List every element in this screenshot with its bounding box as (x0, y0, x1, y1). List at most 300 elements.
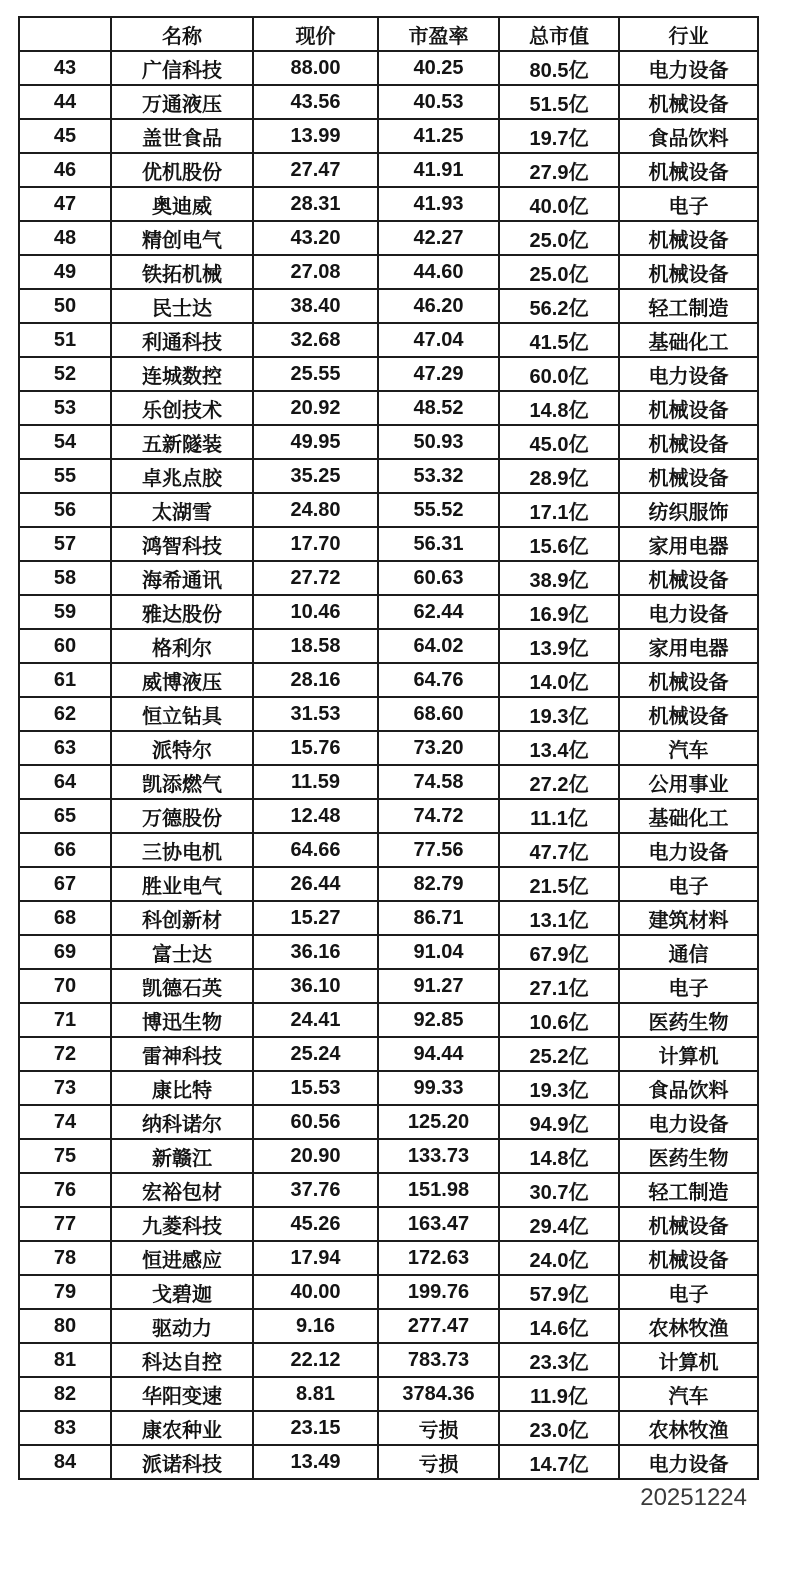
rank-cell: 70 (19, 969, 111, 1003)
pe-cell: 277.47 (378, 1309, 499, 1343)
rank-cell: 81 (19, 1343, 111, 1377)
industry-cell: 家用电器 (619, 629, 758, 663)
cap-cell: 13.9亿 (499, 629, 619, 663)
rank-cell: 69 (19, 935, 111, 969)
industry-cell: 电力设备 (619, 595, 758, 629)
pe-cell: 41.25 (378, 119, 499, 153)
table-row (19, 697, 758, 731)
cap-cell: 94.9亿 (499, 1105, 619, 1139)
footer-date: 20251224 (640, 1484, 747, 1511)
cap-cell: 67.9亿 (499, 935, 619, 969)
rank-cell: 63 (19, 731, 111, 765)
cap-cell: 25.2亿 (499, 1037, 619, 1071)
industry-cell: 医药生物 (619, 1003, 758, 1037)
price-cell: 17.94 (253, 1241, 378, 1275)
table-row (19, 731, 758, 765)
cap-cell: 47.7亿 (499, 833, 619, 867)
name-cell: 恒立钻具 (111, 697, 253, 731)
price-cell: 27.47 (253, 153, 378, 187)
name-cell: 威博液压 (111, 663, 253, 697)
industry-cell: 食品饮料 (619, 119, 758, 153)
price-cell: 43.20 (253, 221, 378, 255)
cap-cell: 11.9亿 (499, 1377, 619, 1411)
table-row (19, 1241, 758, 1275)
rank-header (19, 17, 111, 51)
cap-cell: 14.0亿 (499, 663, 619, 697)
table-row (19, 51, 758, 85)
cap-cell: 56.2亿 (499, 289, 619, 323)
industry-cell: 食品饮料 (619, 1071, 758, 1105)
pe-cell: 55.52 (378, 493, 499, 527)
industry-cell: 电力设备 (619, 357, 758, 391)
table-row (19, 1411, 758, 1445)
table-row (19, 1037, 758, 1071)
table-row (19, 833, 758, 867)
industry-cell: 电力设备 (619, 833, 758, 867)
cap-cell: 23.0亿 (499, 1411, 619, 1445)
rank-cell: 79 (19, 1275, 111, 1309)
industry-cell: 电子 (619, 1275, 758, 1309)
stock-table (18, 16, 759, 1480)
industry-cell: 汽车 (619, 1377, 758, 1411)
industry-cell: 机械设备 (619, 391, 758, 425)
rank-cell: 80 (19, 1309, 111, 1343)
cap-cell: 17.1亿 (499, 493, 619, 527)
name-cell: 万通液压 (111, 85, 253, 119)
table-row (19, 425, 758, 459)
price-cell: 24.41 (253, 1003, 378, 1037)
industry-cell: 机械设备 (619, 85, 758, 119)
industry-cell: 建筑材料 (619, 901, 758, 935)
price-cell: 18.58 (253, 629, 378, 663)
table-row (19, 289, 758, 323)
cap-cell: 27.2亿 (499, 765, 619, 799)
name-cell: 派诺科技 (111, 1445, 253, 1479)
rank-cell: 68 (19, 901, 111, 935)
cap-cell: 14.8亿 (499, 1139, 619, 1173)
price-cell: 25.24 (253, 1037, 378, 1071)
name-cell: 格利尔 (111, 629, 253, 663)
rank-cell: 84 (19, 1445, 111, 1479)
rank-cell: 47 (19, 187, 111, 221)
name-cell: 华阳变速 (111, 1377, 253, 1411)
price-cell: 28.31 (253, 187, 378, 221)
price-cell: 25.55 (253, 357, 378, 391)
pe-cell: 40.53 (378, 85, 499, 119)
industry-cell: 公用事业 (619, 765, 758, 799)
name-cell: 富士达 (111, 935, 253, 969)
name-cell: 驱动力 (111, 1309, 253, 1343)
price-cell: 12.48 (253, 799, 378, 833)
table-row (19, 969, 758, 1003)
rank-cell: 58 (19, 561, 111, 595)
rank-cell: 52 (19, 357, 111, 391)
rank-cell: 62 (19, 697, 111, 731)
pe-cell: 53.32 (378, 459, 499, 493)
pe-cell: 48.52 (378, 391, 499, 425)
price-cell: 8.81 (253, 1377, 378, 1411)
price-cell: 49.95 (253, 425, 378, 459)
table-row (19, 1003, 758, 1037)
cap-cell: 19.7亿 (499, 119, 619, 153)
price-cell: 13.99 (253, 119, 378, 153)
industry-cell: 电力设备 (619, 51, 758, 85)
pe-cell: 125.20 (378, 1105, 499, 1139)
cap-cell: 30.7亿 (499, 1173, 619, 1207)
cap-cell: 24.0亿 (499, 1241, 619, 1275)
name-cell: 宏裕包材 (111, 1173, 253, 1207)
price-header: 现价 (253, 17, 378, 51)
name-cell: 纳科诺尔 (111, 1105, 253, 1139)
rank-cell: 77 (19, 1207, 111, 1241)
industry-cell: 电力设备 (619, 1445, 758, 1479)
industry-cell: 计算机 (619, 1343, 758, 1377)
industry-cell: 农林牧渔 (619, 1411, 758, 1445)
rank-cell: 72 (19, 1037, 111, 1071)
name-cell: 胜业电气 (111, 867, 253, 901)
pe-header: 市盈率 (378, 17, 499, 51)
rank-cell: 82 (19, 1377, 111, 1411)
cap-cell: 38.9亿 (499, 561, 619, 595)
table-row (19, 1105, 758, 1139)
pe-cell: 47.29 (378, 357, 499, 391)
rank-cell: 71 (19, 1003, 111, 1037)
price-cell: 45.26 (253, 1207, 378, 1241)
industry-cell: 轻工制造 (619, 289, 758, 323)
cap-cell: 15.6亿 (499, 527, 619, 561)
industry-cell: 基础化工 (619, 323, 758, 357)
pe-cell: 46.20 (378, 289, 499, 323)
industry-cell: 机械设备 (619, 663, 758, 697)
header-row (19, 17, 758, 51)
price-cell: 20.90 (253, 1139, 378, 1173)
industry-cell: 电力设备 (619, 1105, 758, 1139)
name-cell: 鸿智科技 (111, 527, 253, 561)
industry-cell: 机械设备 (619, 697, 758, 731)
cap-cell: 45.0亿 (499, 425, 619, 459)
industry-cell: 电子 (619, 969, 758, 1003)
pe-cell: 163.47 (378, 1207, 499, 1241)
table-row (19, 187, 758, 221)
cap-cell: 57.9亿 (499, 1275, 619, 1309)
name-cell: 博迅生物 (111, 1003, 253, 1037)
industry-cell: 通信 (619, 935, 758, 969)
price-cell: 27.08 (253, 255, 378, 289)
pe-cell: 172.63 (378, 1241, 499, 1275)
cap-cell: 16.9亿 (499, 595, 619, 629)
price-cell: 88.00 (253, 51, 378, 85)
pe-cell: 64.02 (378, 629, 499, 663)
cap-cell: 14.6亿 (499, 1309, 619, 1343)
cap-cell: 19.3亿 (499, 1071, 619, 1105)
name-cell: 科达自控 (111, 1343, 253, 1377)
table-row (19, 1173, 758, 1207)
pe-cell: 82.79 (378, 867, 499, 901)
name-cell: 万德股份 (111, 799, 253, 833)
name-cell: 戈碧迦 (111, 1275, 253, 1309)
rank-cell: 78 (19, 1241, 111, 1275)
pe-cell: 68.60 (378, 697, 499, 731)
cap-cell: 25.0亿 (499, 221, 619, 255)
price-cell: 15.76 (253, 731, 378, 765)
table-row (19, 119, 758, 153)
pe-cell: 50.93 (378, 425, 499, 459)
pe-cell: 73.20 (378, 731, 499, 765)
table-row (19, 935, 758, 969)
rank-cell: 61 (19, 663, 111, 697)
pe-cell: 91.27 (378, 969, 499, 1003)
price-cell: 35.25 (253, 459, 378, 493)
name-cell: 利通科技 (111, 323, 253, 357)
price-cell: 20.92 (253, 391, 378, 425)
price-cell: 31.53 (253, 697, 378, 731)
rank-cell: 75 (19, 1139, 111, 1173)
name-cell: 雷神科技 (111, 1037, 253, 1071)
table-row (19, 85, 758, 119)
rank-cell: 46 (19, 153, 111, 187)
name-cell: 科创新材 (111, 901, 253, 935)
name-cell: 凯添燃气 (111, 765, 253, 799)
cap-cell: 19.3亿 (499, 697, 619, 731)
price-cell: 13.49 (253, 1445, 378, 1479)
table-row (19, 527, 758, 561)
industry-cell: 农林牧渔 (619, 1309, 758, 1343)
price-cell: 60.56 (253, 1105, 378, 1139)
pe-cell: 86.71 (378, 901, 499, 935)
name-cell: 盖世食品 (111, 119, 253, 153)
table-row (19, 153, 758, 187)
table-row (19, 493, 758, 527)
table-row (19, 561, 758, 595)
rank-cell: 60 (19, 629, 111, 663)
rank-cell: 49 (19, 255, 111, 289)
price-cell: 27.72 (253, 561, 378, 595)
industry-cell: 机械设备 (619, 255, 758, 289)
industry-cell: 电子 (619, 867, 758, 901)
pe-cell: 74.58 (378, 765, 499, 799)
name-cell: 凯德石英 (111, 969, 253, 1003)
price-cell: 23.15 (253, 1411, 378, 1445)
table-row (19, 629, 758, 663)
pe-cell: 56.31 (378, 527, 499, 561)
pe-cell: 亏损 (378, 1445, 499, 1479)
name-cell: 派特尔 (111, 731, 253, 765)
pe-cell: 60.63 (378, 561, 499, 595)
rank-cell: 51 (19, 323, 111, 357)
pe-cell: 62.44 (378, 595, 499, 629)
cap-cell: 60.0亿 (499, 357, 619, 391)
name-cell: 恒进感应 (111, 1241, 253, 1275)
rank-cell: 53 (19, 391, 111, 425)
price-cell: 10.46 (253, 595, 378, 629)
industry-cell: 机械设备 (619, 221, 758, 255)
cap-cell: 40.0亿 (499, 187, 619, 221)
name-cell: 康比特 (111, 1071, 253, 1105)
table-row (19, 459, 758, 493)
cap-cell: 51.5亿 (499, 85, 619, 119)
cap-cell: 10.6亿 (499, 1003, 619, 1037)
rank-cell: 59 (19, 595, 111, 629)
name-cell: 五新隧装 (111, 425, 253, 459)
pe-cell: 40.25 (378, 51, 499, 85)
stock-table-page (0, 16, 800, 1571)
name-cell: 广信科技 (111, 51, 253, 85)
pe-cell: 199.76 (378, 1275, 499, 1309)
rank-cell: 76 (19, 1173, 111, 1207)
name-cell: 卓兆点胶 (111, 459, 253, 493)
name-cell: 海希通讯 (111, 561, 253, 595)
name-cell: 九菱科技 (111, 1207, 253, 1241)
price-cell: 11.59 (253, 765, 378, 799)
rank-cell: 43 (19, 51, 111, 85)
table-row (19, 1445, 758, 1479)
pe-cell: 64.76 (378, 663, 499, 697)
price-cell: 17.70 (253, 527, 378, 561)
name-cell: 新赣江 (111, 1139, 253, 1173)
cap-cell: 29.4亿 (499, 1207, 619, 1241)
name-cell: 三协电机 (111, 833, 253, 867)
table-row (19, 357, 758, 391)
price-cell: 28.16 (253, 663, 378, 697)
rank-cell: 64 (19, 765, 111, 799)
industry-cell: 轻工制造 (619, 1173, 758, 1207)
industry-cell: 家用电器 (619, 527, 758, 561)
price-cell: 26.44 (253, 867, 378, 901)
cap-header: 总市值 (499, 17, 619, 51)
rank-cell: 48 (19, 221, 111, 255)
rank-cell: 44 (19, 85, 111, 119)
price-cell: 15.53 (253, 1071, 378, 1105)
cap-cell: 25.0亿 (499, 255, 619, 289)
pe-cell: 151.98 (378, 1173, 499, 1207)
price-cell: 37.76 (253, 1173, 378, 1207)
pe-cell: 47.04 (378, 323, 499, 357)
rank-cell: 67 (19, 867, 111, 901)
name-cell: 奥迪威 (111, 187, 253, 221)
industry-cell: 机械设备 (619, 153, 758, 187)
cap-cell: 13.4亿 (499, 731, 619, 765)
table-row (19, 255, 758, 289)
table-row (19, 901, 758, 935)
rank-cell: 83 (19, 1411, 111, 1445)
table-row (19, 765, 758, 799)
name-cell: 铁拓机械 (111, 255, 253, 289)
cap-cell: 23.3亿 (499, 1343, 619, 1377)
industry-cell: 电子 (619, 187, 758, 221)
industry-header: 行业 (619, 17, 758, 51)
price-cell: 64.66 (253, 833, 378, 867)
rank-cell: 73 (19, 1071, 111, 1105)
price-cell: 43.56 (253, 85, 378, 119)
table-row (19, 391, 758, 425)
name-cell: 雅达股份 (111, 595, 253, 629)
table-row (19, 221, 758, 255)
cap-cell: 14.7亿 (499, 1445, 619, 1479)
pe-cell: 783.73 (378, 1343, 499, 1377)
name-cell: 优机股份 (111, 153, 253, 187)
rank-cell: 50 (19, 289, 111, 323)
table-row (19, 799, 758, 833)
name-cell: 太湖雪 (111, 493, 253, 527)
pe-cell: 41.93 (378, 187, 499, 221)
industry-cell: 基础化工 (619, 799, 758, 833)
price-cell: 15.27 (253, 901, 378, 935)
name-header: 名称 (111, 17, 253, 51)
pe-cell: 91.04 (378, 935, 499, 969)
cap-cell: 14.8亿 (499, 391, 619, 425)
table-row (19, 1139, 758, 1173)
price-cell: 36.10 (253, 969, 378, 1003)
name-cell: 精创电气 (111, 221, 253, 255)
pe-cell: 42.27 (378, 221, 499, 255)
industry-cell: 机械设备 (619, 425, 758, 459)
pe-cell: 77.56 (378, 833, 499, 867)
industry-cell: 机械设备 (619, 1207, 758, 1241)
pe-cell: 92.85 (378, 1003, 499, 1037)
cap-cell: 21.5亿 (499, 867, 619, 901)
pe-cell: 74.72 (378, 799, 499, 833)
rank-cell: 57 (19, 527, 111, 561)
table-row (19, 1377, 758, 1411)
price-cell: 38.40 (253, 289, 378, 323)
name-cell: 民士达 (111, 289, 253, 323)
pe-cell: 99.33 (378, 1071, 499, 1105)
price-cell: 9.16 (253, 1309, 378, 1343)
rank-cell: 65 (19, 799, 111, 833)
table-row (19, 867, 758, 901)
rank-cell: 55 (19, 459, 111, 493)
cap-cell: 41.5亿 (499, 323, 619, 357)
table-header (19, 17, 758, 51)
industry-cell: 纺织服饰 (619, 493, 758, 527)
industry-cell: 机械设备 (619, 459, 758, 493)
industry-cell: 机械设备 (619, 1241, 758, 1275)
table-row (19, 1275, 758, 1309)
rank-cell: 45 (19, 119, 111, 153)
rank-cell: 54 (19, 425, 111, 459)
name-cell: 乐创技术 (111, 391, 253, 425)
table-row (19, 1309, 758, 1343)
industry-cell: 计算机 (619, 1037, 758, 1071)
table-row (19, 1343, 758, 1377)
industry-cell: 汽车 (619, 731, 758, 765)
price-cell: 40.00 (253, 1275, 378, 1309)
pe-cell: 3784.36 (378, 1377, 499, 1411)
table-row (19, 1207, 758, 1241)
cap-cell: 28.9亿 (499, 459, 619, 493)
price-cell: 36.16 (253, 935, 378, 969)
rank-cell: 56 (19, 493, 111, 527)
price-cell: 22.12 (253, 1343, 378, 1377)
cap-cell: 80.5亿 (499, 51, 619, 85)
price-cell: 24.80 (253, 493, 378, 527)
pe-cell: 94.44 (378, 1037, 499, 1071)
price-cell: 32.68 (253, 323, 378, 357)
name-cell: 连城数控 (111, 357, 253, 391)
rank-cell: 74 (19, 1105, 111, 1139)
cap-cell: 11.1亿 (499, 799, 619, 833)
pe-cell: 41.91 (378, 153, 499, 187)
pe-cell: 44.60 (378, 255, 499, 289)
cap-cell: 13.1亿 (499, 901, 619, 935)
cap-cell: 27.1亿 (499, 969, 619, 1003)
pe-cell: 133.73 (378, 1139, 499, 1173)
table-row (19, 323, 758, 357)
rank-cell: 66 (19, 833, 111, 867)
industry-cell: 医药生物 (619, 1139, 758, 1173)
table-row (19, 1071, 758, 1105)
industry-cell: 机械设备 (619, 561, 758, 595)
